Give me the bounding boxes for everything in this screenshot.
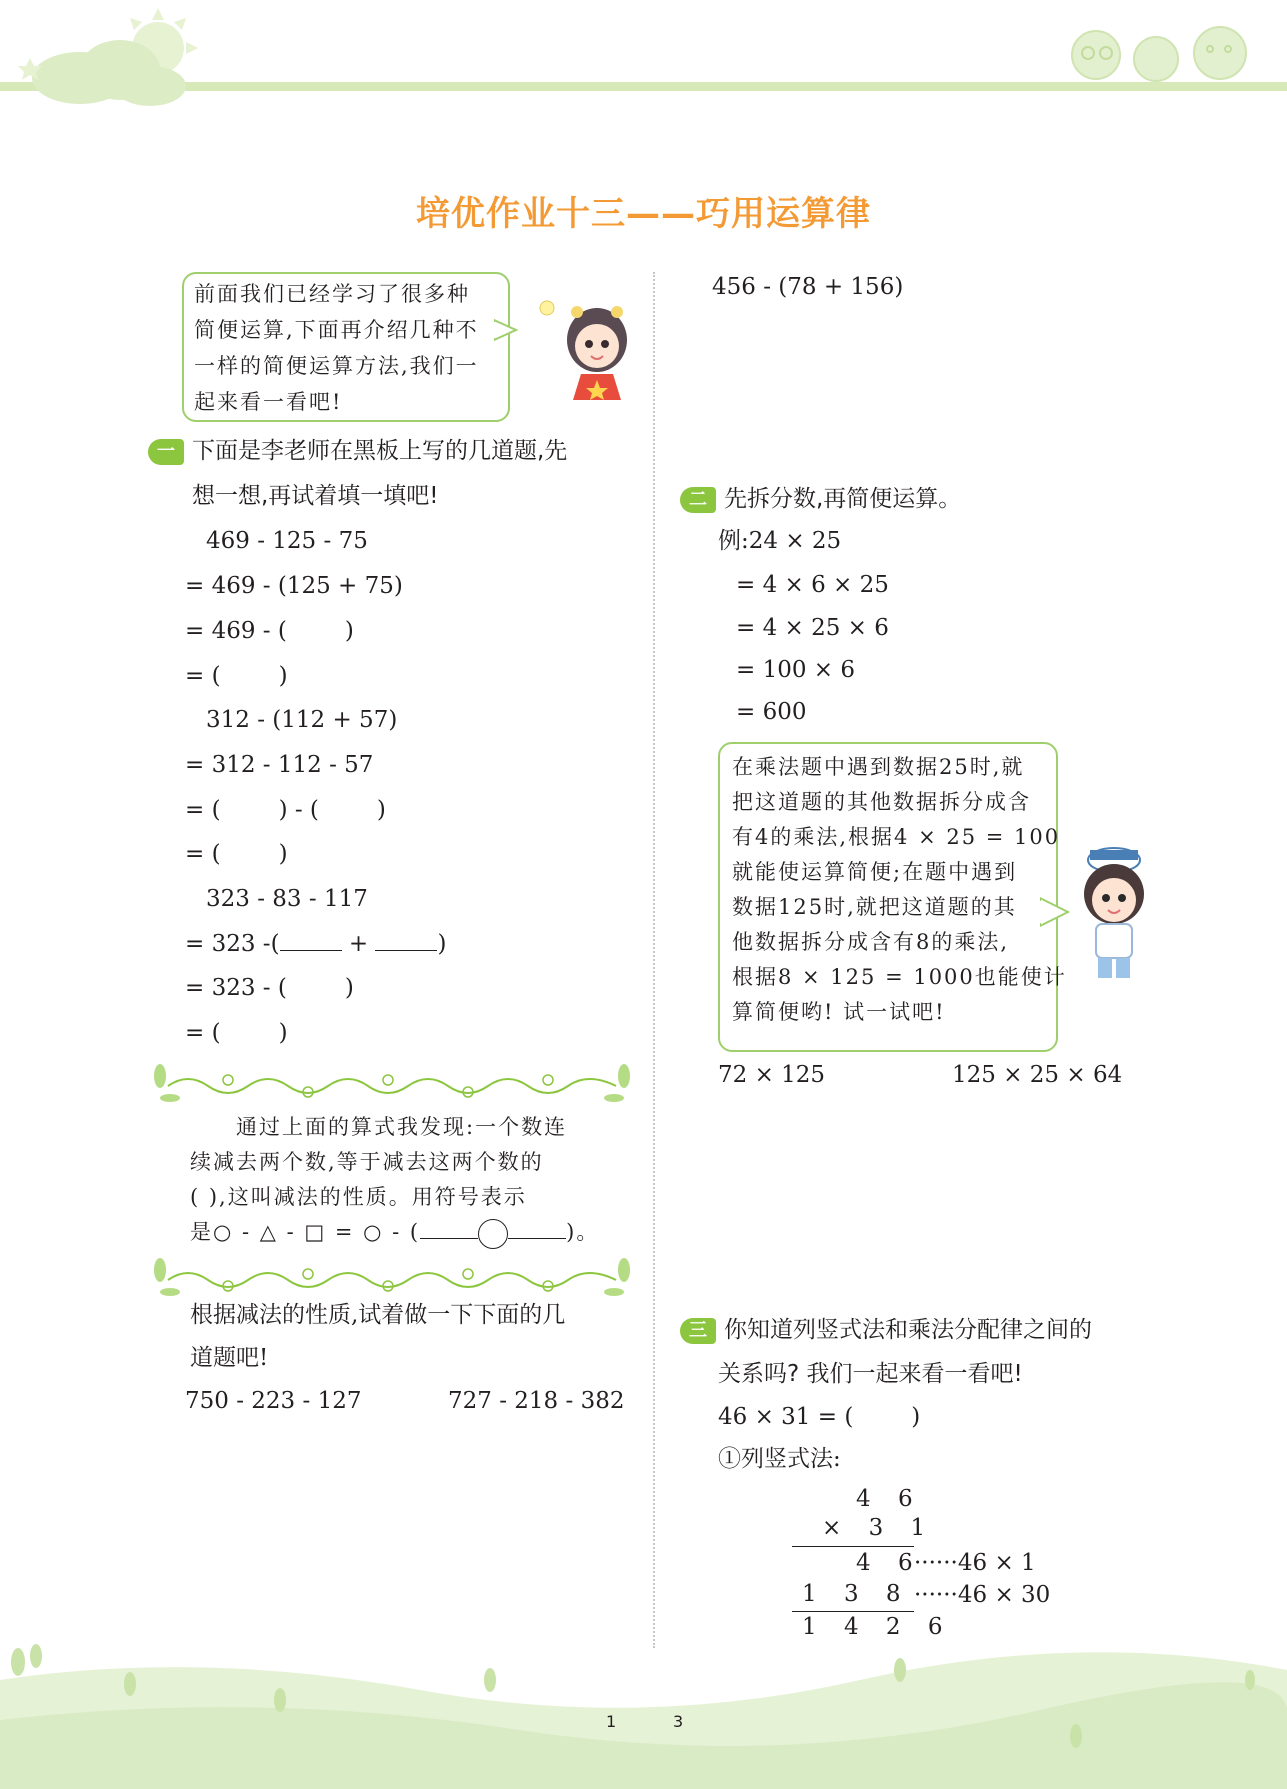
- vertical-row: × 3 1: [822, 1515, 936, 1541]
- section1-heading-line2: 想一想,再试着填一填吧!: [192, 483, 439, 509]
- example-line: = 4 × 6 × 25: [736, 572, 889, 598]
- method-label: ①列竖式法:: [718, 1446, 841, 1472]
- vine-border-bottom: [148, 1256, 636, 1304]
- section1-heading: 一 下面是李老师在黑板上写的几道题,先: [148, 436, 567, 466]
- example-line: = 600: [736, 699, 807, 725]
- calc-line: = 469 - ( ): [185, 618, 354, 644]
- column-divider: [653, 272, 655, 1648]
- vertical-note: ······46 × 1: [914, 1550, 1036, 1576]
- vertical-rule: [792, 1611, 914, 1612]
- section3-badge: 三: [680, 1318, 716, 1344]
- bubble-tail: [1040, 896, 1070, 928]
- vertical-row: 1 3 8: [802, 1581, 911, 1607]
- equation-line: 46 × 31 = ( ): [718, 1404, 921, 1430]
- intro-line: 简便运算,下面再介绍几种不: [194, 318, 479, 342]
- practice-intro: 根据减法的性质,试着做一下下面的几: [190, 1302, 566, 1328]
- calc-line: = ( ): [185, 841, 288, 867]
- calc-line: = ( ): [185, 1020, 288, 1046]
- example-line: = 4 × 25 × 6: [736, 615, 889, 641]
- calc-line: = ( ): [185, 663, 288, 689]
- calc-line: = 323 -( + ): [185, 931, 447, 957]
- practice-question: 456 - (78 + 156): [712, 274, 904, 300]
- girl-character-icon: [525, 290, 635, 402]
- calc-line: = 312 - 112 - 57: [185, 752, 374, 778]
- practice-intro-line2: 道题吧!: [190, 1345, 269, 1371]
- vertical-rule: [792, 1546, 914, 1547]
- calc-line: = 323 - ( ): [185, 975, 354, 1001]
- footer-landscape: [0, 1640, 1287, 1789]
- practice-question: 125 × 25 × 64: [952, 1062, 1123, 1088]
- calc-line: = 469 - (125 + 75): [185, 573, 403, 599]
- intro-speech-bubble: [182, 272, 510, 422]
- intro-line: 一样的简便运算方法,我们一: [194, 354, 479, 378]
- animal-friends-icon: [1060, 15, 1260, 85]
- discovery-text: 通过上面的算式我发现:一个数连 续减去两个数,等于减去这两个数的 ( ),这叫减法的性质。用符号表示 是○ - △ - □ = ○ - ( )。: [190, 1110, 599, 1250]
- section3-heading-line2: 关系吗? 我们一起来看一看吧!: [718, 1361, 1023, 1387]
- section1-badge: 一: [148, 439, 184, 465]
- circle-blank: [478, 1219, 508, 1249]
- calc-line: 323 - 83 - 117: [206, 886, 368, 912]
- calc-line: = ( ) - ( ): [185, 797, 386, 823]
- tip-speech-bubble: 在乘法题中遇到数据25时,就 把这道题的其他数据拆分成含 有4的乘法,根据4 × 25 = 100 就能使运算简便;在题中遇到 数据125时,就把这道题的其 他数据拆分成含有8的乘法, 根据8 × 125 = 1000也能使计 算简便哟! 试一试吧!: [718, 742, 1058, 1052]
- vertical-note: ······46 × 30: [914, 1582, 1051, 1608]
- vine-border-top: [148, 1062, 636, 1110]
- example-line: = 100 × 6: [736, 657, 856, 683]
- page-number: 1: [606, 1712, 617, 1731]
- section2-heading: 二 先拆分数,再简便运算。: [680, 484, 961, 514]
- section2-badge: 二: [680, 487, 716, 513]
- section3-heading: 三 你知道列竖式法和乘法分配律之间的: [680, 1315, 1092, 1345]
- bubble-tail: [494, 318, 518, 342]
- calc-line: 312 - (112 + 57): [206, 707, 398, 733]
- boy-sailor-character-icon: [1070, 832, 1160, 982]
- example-line: 例:24 × 25: [718, 528, 842, 554]
- sun-cloud-icon: [0, 0, 210, 115]
- calc-line: 469 - 125 - 75: [206, 528, 368, 554]
- vertical-row: 4 6: [856, 1486, 923, 1512]
- intro-line: 起来看一看吧!: [194, 390, 343, 414]
- practice-question: 727 - 218 - 382: [448, 1388, 625, 1414]
- page-title: 培优作业十三——巧用运算律: [416, 194, 871, 234]
- practice-question: 750 - 223 - 127: [185, 1388, 362, 1414]
- vertical-row: 4 6: [856, 1550, 923, 1576]
- practice-question: 72 × 125: [718, 1062, 826, 1088]
- intro-line: 前面我们已经学习了很多种: [194, 282, 470, 306]
- vertical-row: 1 4 2 6: [802, 1614, 953, 1640]
- page-number: 3: [673, 1712, 684, 1731]
